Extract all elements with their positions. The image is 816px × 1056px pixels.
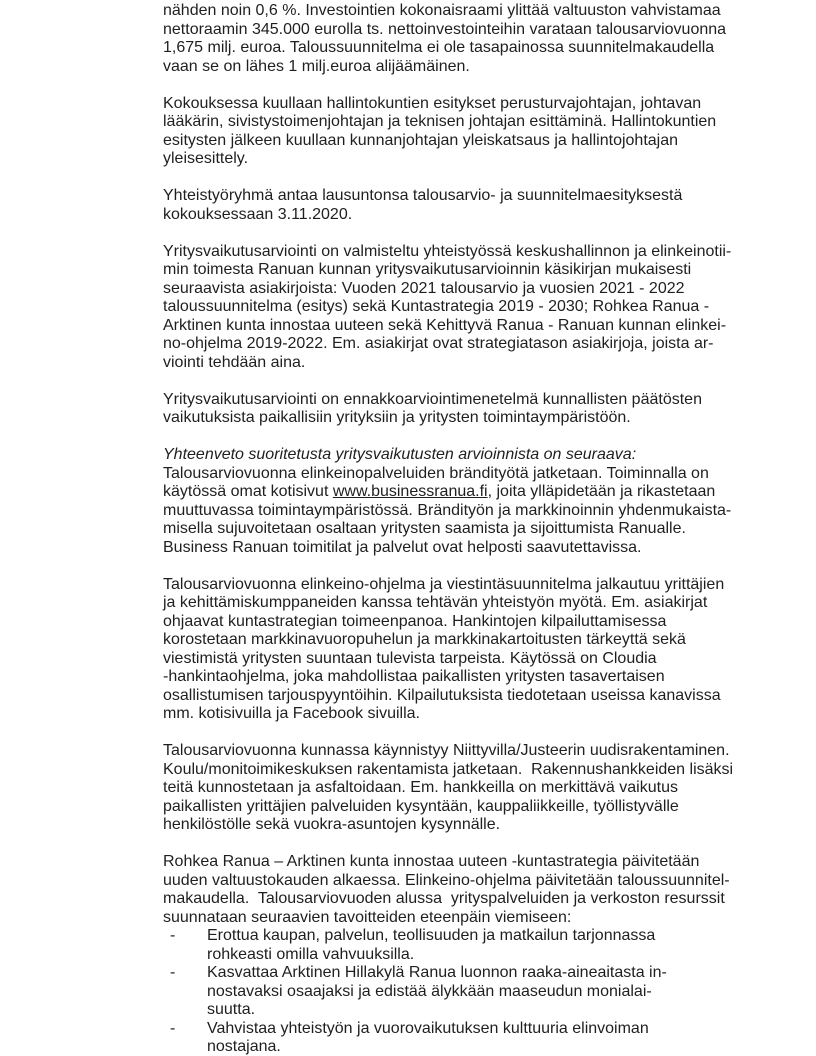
text-line: mm. kotisivuilla ja Facebook sivuilla. [163,705,420,722]
text-line: Yritysvaikutusarviointi on valmisteltu yhteistyössä keskushallinnon ja elinkeinotii- [163,242,732,260]
text-line: 1,675 milj. euroa. Taloussuunnitelma ei ole tasapainossa suunnitelmakaudella [163,39,715,56]
text-line: teitä kunnostetaan ja asfaltoidaan. Em. hankkeilla on merkittävä vaikutus [163,779,678,796]
paragraph [163,576,763,724]
text-line: no-ohjelma 2019-2022. Em. asiakirjat ovat strategiatason asiakirjoja, joista ar- [163,335,714,352]
text-line: Talousarviovuonna kunnassa käynnistyy Niittyvilla/Justeerin uudisrakentaminen. [163,742,730,759]
text-line: rohkeasti omilla vahvuuksilla. [207,945,415,963]
text-line: nettoraamin 345.000 eurolla ts. nettoinvestointeihin varataan talousarviovuonna [163,20,727,38]
bullet-dash: - [170,964,176,981]
text-line: Business Ranuan toimitilat ja palvelut ovat helposti saavutettavissa. [163,538,642,556]
list-item [163,927,763,964]
text-line: Kasvattaa Arktinen Hillakylä Ranua luonnon raaka-aineaitasta in- [207,964,667,981]
text-line: suutta. [207,1001,256,1018]
paragraph [163,391,763,428]
text-line: yleisesittely. [163,150,249,167]
list-item [163,964,763,1020]
hyperlink-businessranua[interactable]: www.businessranua.fi [332,483,488,500]
text-line: kokouksessaan 3.11.2020. [163,205,353,223]
text-line: nähden noin 0,6 %. Investointien kokonaisraami ylittää valtuuston vahvistamaa [163,2,721,19]
text-line: nostajana. [207,1038,281,1055]
list-item [163,1020,763,1056]
text-line: Arktinen kunta innostaa uuteen sekä Kehittyvä Ranua - Ranuan kunnan elinkei- [163,316,727,334]
text-line: henkilöstölle sekä vuokra-asuntojen kysynnälle. [163,816,501,833]
text-line: ja kehittämiskumppaneiden kanssa tehtävän yhteistyön myötä. Em. asiakirjat [163,594,708,611]
text-line: Talousarviovuonna elinkeinopalveluiden brändityötä jatketaan. Toiminnalla on [163,464,709,482]
text-line: misella sujuvoitetaan osaltaan yritysten saamista ja sijoittumista Ranualle. [163,520,686,537]
text-line: suunnataan seuraavien tavoitteiden eteenpäin viemiseen: [163,908,572,926]
italic-summary-text: Yhteenveto suoritetusta yritysvaikutusten arvioinnista on seuraava: [163,446,637,463]
text-line: nostavaksi osaajaksi ja edistää älykkään maaseudun monialai- [207,982,652,1000]
bullet-dash: - [170,1019,176,1037]
text-line: esitysten jälkeen kuullaan kunnanjohtajan yleiskatsaus ja hallintojohtajan [163,131,679,149]
paragraph [163,446,763,557]
text-line: seuraavista asiakirjoista: Vuoden 2021 talousarvio ja vuosien 2021 - 2022 [163,279,685,297]
text-line: korostetaan markkinavuoropuhelun ja markkinakartoitusten tärkeyttä sekä [163,631,686,648]
text-line: ohjaavat kuntastrategian toimeenpanoa. Hankintojen kilpailuttamisessa [163,612,667,630]
bullet-dash: - [170,927,176,944]
text-line [163,446,763,465]
text-line: viestimistä yritysten suuntaan tulevista tarpeista. Käytössä on Cloudia [163,649,657,667]
paragraph [163,243,763,373]
text-line: paikallisten yrittäjien palveluiden kysyntään, kauppaliikkeille, työllistyvälle [163,797,679,815]
text-line: Koulu/monitoimikeskuksen rakentamista jatketaan. Rakennushankkeiden lisäksi [163,760,734,778]
text-segment: , joita ylläpidetään ja rikastetaan [487,483,716,500]
text-line: viointi tehdään aina. [163,353,306,371]
text-line: osallistumisen tarjouspyyntöihin. Kilpailutuksista tiedotetaan useissa kanavissa [163,686,721,704]
text-line: Kokouksessa kuullaan hallintokuntien esitykset perusturvajohtajan, johtavan [163,94,702,112]
text-column [163,2,763,1056]
text-line: vaikutuksista paikallisiin yrityksiin ja yritysten toimintaympäristöön. [163,409,631,426]
paragraph [163,187,763,224]
paragraph [163,95,763,169]
text-line: Rohkea Ranua – Arktinen kunta innostaa uuteen -kuntastrategia päivitetään [163,853,700,870]
text-line: taloussuunnitelma (esitys) sekä Kuntastrategia 2019 - 2030; Rohkea Ranua - [163,298,710,315]
text-line: muuttuvassa toimintaympäristössä. Brändityön ja markkinoinnin yhdenmukaista- [163,501,732,519]
text-line: min toimesta Ranuan kunnan yritysvaikutusarvioinnin käsikirjan mukaisesti [163,261,692,278]
text-line: uuden valtuustokauden alkaessa. Elinkeino-ohjelma päivitetään taloussuunnitel- [163,871,730,889]
text-line [163,483,763,502]
text-segment: käytössä omat kotisivut [163,483,333,500]
text-line: Talousarviovuonna elinkeino-ohjelma ja viestintäsuunnitelma jalkautuu yrittäjien [163,575,725,593]
paragraph [163,853,763,1056]
text-line: Yhteistyöryhmä antaa lausuntonsa talousarvio- ja suunnitelmaesityksestä [163,187,683,204]
text-line: Erottua kaupan, palvelun, teollisuuden ja matkailun tarjonnassa [207,927,656,944]
text-line: vaan se on lähes 1 milj.euroa alijäämäinen. [163,57,470,75]
paragraph [163,2,763,76]
text-line: Vahvistaa yhteistyön ja vuorovaikutuksen kulttuuria elinvoiman [207,1019,649,1037]
paragraph [163,742,763,835]
text-line: -hankintaohjelma, joka mahdollistaa paikallisten yritysten tasavertaisen [163,668,665,685]
text-line: Yritysvaikutusarviointi on ennakkoarviointimenetelmä kunnallisten päätösten [163,390,702,408]
text-line: makaudella. Talousarviovuoden alussa yrityspalveluiden ja verkoston resurssit [163,890,725,907]
text-line: lääkärin, sivistystoimenjohtajan ja teknisen johtajan esittäminä. Hallintokuntien [163,113,717,130]
